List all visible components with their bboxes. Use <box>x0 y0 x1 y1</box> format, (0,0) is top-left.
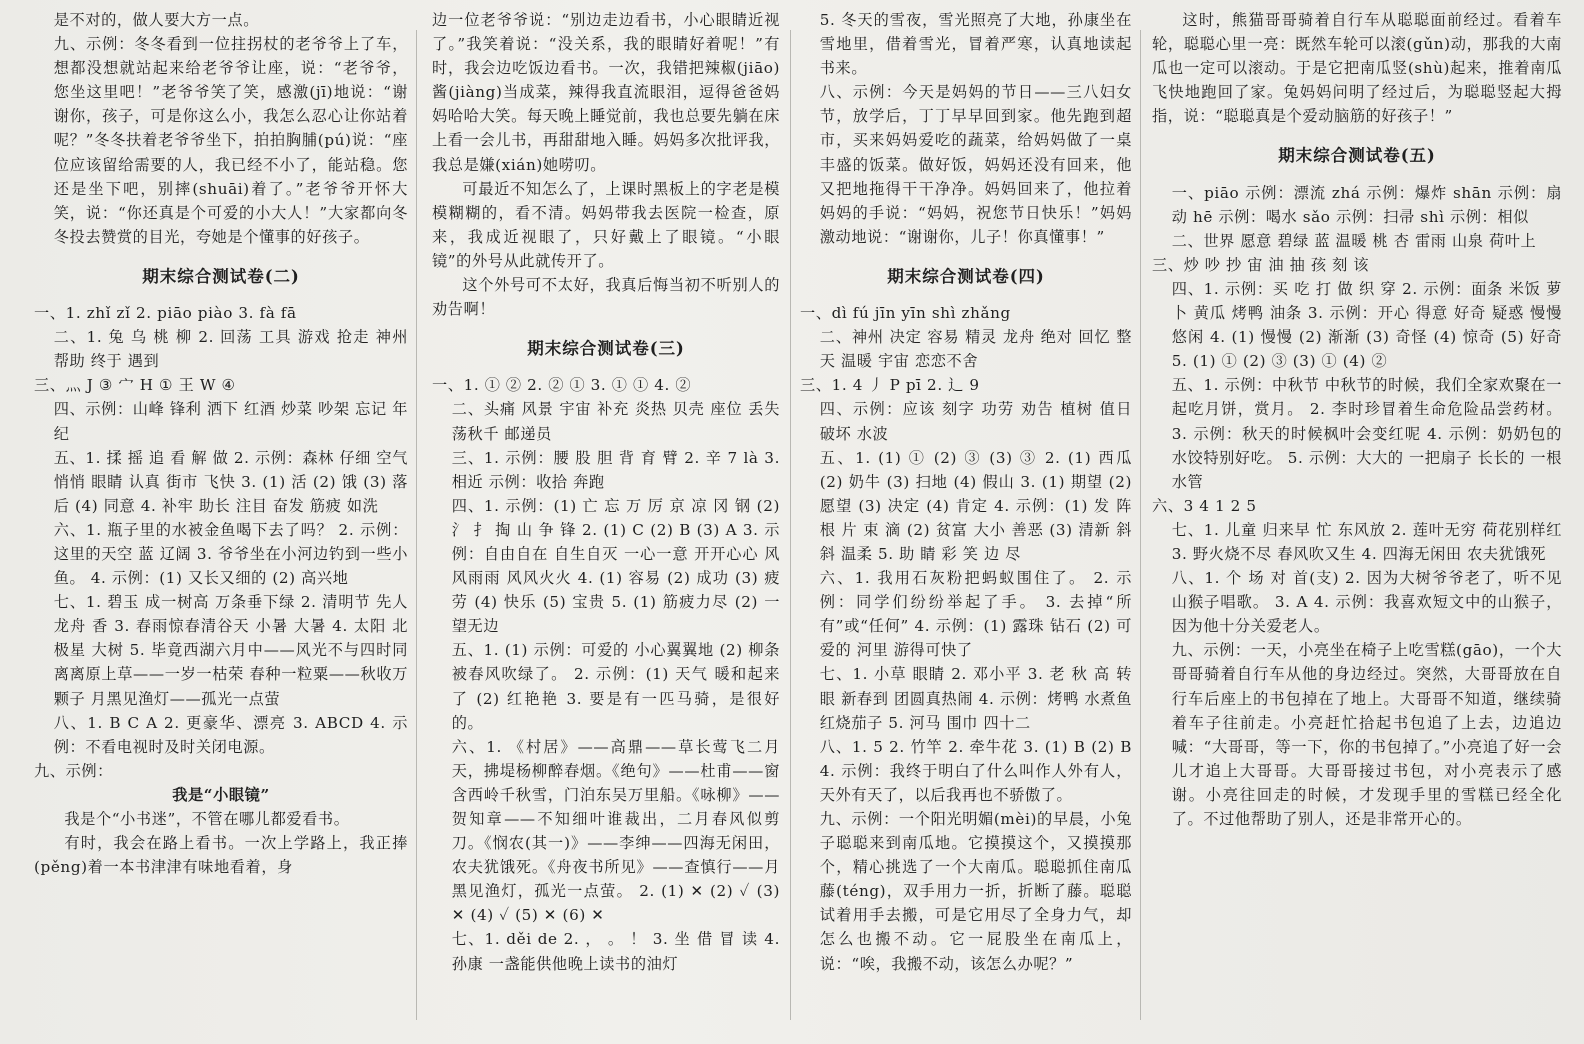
column-divider <box>416 30 417 1020</box>
answer-paragraph: 七、1. 小草 眼睛 2. 邓小平 3. 老 秋 高 转眼 新春到 团圆真热闹 4. 示例：烤鸭 水煮鱼 红烧茄子 5. 河马 围巾 四十二 <box>819 665 1132 732</box>
answer-paragraph: 五、1. (1) 示例：可爱的 小心翼翼地 (2) 柳条被春风吹绿了。 2. 示例：(1) 天气 暖和起来了 (2) 红艳艳 3. 要是有一匹马骑，是很好的。 <box>451 641 780 732</box>
answer-paragraph: 八、1. B C A 2. 更豪华、漂亮 3. ABCD 4. 示例：不看电视时及时关闭电源。 <box>53 713 408 756</box>
answer-paragraph: 六、1. 瓶子里的水被金鱼喝下去了吗？ 2. 示例：这里的天空 蓝 辽阔 3. 爷爷坐在小河边钓到一些小鱼。 4. 示例：(1) 又长又细的 (2) 高兴地 <box>53 520 408 588</box>
answer-paragraph: 六、3 4 1 2 5 <box>1152 496 1257 515</box>
answer-paragraph: 六、1. 《村居》——高鼎——草长莺飞二月天，拂堤杨柳醉春烟。《绝句》——杜甫——窗含西岭千秋雪，门泊东吴万里船。《咏柳》——贺知章——不知细叶谁裁出，二月春风似剪刀。《悯农(其一)》——李绅——四海无闲田，农夫犹饿死。《舟夜书所见》——查慎行——月黑见渔灯，孤光一点萤。 2. (1) ✕ (2) ✓ (3) ✕ (4) ✓ (5) ✕ (6) ✕ <box>451 737 780 925</box>
answer-paragraph: 三、灬 J ③ 宀 H ① 王 W ④ <box>34 376 236 395</box>
answer-paragraph: 五、1. 示例：中秋节 中秋节的时候，我们全家欢聚在一起吃月饼，赏月。 2. 李时珍冒着生命危险品尝药材。 3. 示例：秋天的时候枫叶会变红呢 4. 示例：奶奶包的水饺特别好吃。 5. 示例：大大的 一把扇子 长长的 一根水管 <box>1171 376 1562 491</box>
answer-paragraph: 一、1. ① ② 2. ② ① 3. ① ① 4. ② <box>432 376 692 395</box>
answer-paragraph: 四、1. 示例：买 吃 打 做 织 穿 2. 示例：面条 米饭 萝卜 黄瓜 烤鸭 油条 3. 示例：开心 得意 好奇 疑惑 慢慢 悠闲 4. (1) 慢慢 (2) 渐渐 (3) 奇怪 (4) 惊奇 (5) 好奇 5. (1) ① (2) ③ (3) ① (4) ② <box>1171 279 1562 371</box>
answer-paragraph: 二、世界 愿意 碧绿 蓝 温暖 桃 杏 雷雨 山泉 荷叶上 <box>1171 231 1537 250</box>
essay-paragraph: 我是个“小书迷”，不管在哪儿都爱看书。 <box>64 810 350 828</box>
column-1 <box>34 8 408 1038</box>
column-2 <box>432 8 780 1038</box>
column-divider <box>1140 30 1141 1020</box>
answer-paragraph: 一、dì fú jīn yīn shì zhǎng <box>800 304 1011 323</box>
answer-paragraph: 五、1. (1) ① (2) ③ (3) ③ 2. (1) 西瓜 (2) 奶牛 (3) 扫地 (4) 假山 3. (1) 期望 (2) 愿望 (3) 决定 (4) 肯定 4. 示例：(1) 发 阵 根 片 束 滴 (2) 贫富 大小 善恶 (3) 清新 斜斜 温柔 5. 助 睛 彩 笑 边 尽 <box>819 448 1132 563</box>
answer-paragraph: 六、1. 我用石灰粉把蚂蚁围住了。 2. 示例：同学们纷纷举起了手。 3. 去掉“所有”或“任何” 4. 示例：(1) 露珠 钻石 (2) 可爱的 河里 游得可快了 <box>819 569 1132 660</box>
answer-paragraph: 四、示例：山峰 锋利 洒下 红酒 炒菜 吵架 忘记 年纪 <box>53 400 408 443</box>
answer-paragraph: 九、示例：一个阳光明媚(mèi)的早晨，小兔子聪聪来到南瓜地。它摸摸这个，又摸摸那个，精心挑选了一个大南瓜。聪聪抓住南瓜藤(téng)，双手用力一折，折断了藤。聪聪试着用手去搬，可是它用尽了全身力气，却怎么也搬不动。它一屁股坐在南瓜上，说：“唉，我搬不动，该怎么办呢？” <box>819 810 1132 973</box>
answer-paragraph: 二、头痛 风景 宇宙 补充 炎热 贝壳 座位 丢失 荡秋千 邮递员 <box>451 400 780 443</box>
column-3 <box>800 8 1132 1038</box>
answer-paragraph: 一、1. zhǐ zǐ 2. piāo piào 3. fà fā <box>34 304 297 323</box>
essay-paragraph: 边一位老爷爷说：“别边走边看书，小心眼睛近视了。”我笑着说：“没关系，我的眼睛好着呢！”有时，我会边吃饭边看书。一次，我错把辣椒(jiāo)酱(jiàng)当成菜，辣得我直流眼泪，逗得爸爸妈妈哈哈大笑。每天晚上睡觉前，我也总要先躺在床上看一会儿书，再甜甜地入睡。妈妈多次批评我，我总是嫌(xián)她唠叨。 <box>432 11 780 174</box>
answer-paragraph: 八、1. 5 2. 竹竿 2. 牵牛花 3. (1) B (2) B 4. 示例：我终于明白了什么叫作人外有人，天外有天了，以后我再也不骄傲了。 <box>819 737 1132 804</box>
section-title: 期末综合测试卷(四) <box>887 266 1045 286</box>
answer-paragraph: 三、1. 4 丿 P pī 2. 辶 9 <box>800 376 980 395</box>
answer-paragraph: 三、1. 示例：腰 股 胆 背 育 臂 2. 辛 7 là 3. 相近 示例：收拾 奔跑 <box>451 448 780 491</box>
answer-paragraph: 是不对的，做人要大方一点。 <box>53 11 259 29</box>
answer-paragraph: 四、1. 示例：(1) 亡 忘 万 厉 京 凉 冈 钢 (2) 氵 扌 掏 山 争 锋 2. (1) C (2) B (3) A 3. 示例：自由自在 自生自灭 一心一意 开开心心 风风雨雨 风风火火 4. (1) 容易 (2) 成功 (3) 疲劳 (4) 快乐 (5) 宝贵 5. (1) 筋疲力尽 (2) 一望无边 <box>451 496 780 636</box>
answer-paragraph: 九、示例：冬冬看到一位拄拐杖的老爷爷上了车，想都没想就站起来给老爷爷让座，说：“老爷爷，您坐这里吧！”老爷爷笑了笑，感激(jī)地说：“谢谢你，孩子，可是你这么小，我怎么忍心让你站着呢？”冬冬扶着老爷爷坐下，拍拍胸脯(pú)说：“座位应该留给需要的人，我已经不小了，能站稳。您还是坐下吧，别摔(shuāi)着了。”老爷爷开怀大笑，说：“你还真是个可爱的小大人！”大家都向冬冬投去赞赏的目光，夸她是个懂事的好孩子。 <box>53 35 408 246</box>
answer-paragraph: 二、神州 决定 容易 精灵 龙舟 绝对 回忆 整天 温暖 宇宙 恋恋不舍 <box>819 328 1132 371</box>
answer-paragraph: 九、示例： <box>34 761 113 780</box>
section-title: 期末综合测试卷(三) <box>527 339 685 359</box>
answer-paragraph: 二、1. 兔 乌 桃 柳 2. 回荡 工具 游戏 抢走 神州 帮助 终于 遇到 <box>53 328 408 371</box>
answer-paragraph: 七、1. 儿童 归来早 忙 东风放 2. 莲叶无穷 荷花别样红 3. 野火烧不尽 春风吹又生 4. 四海无闲田 农夫犹饿死 <box>1171 520 1562 563</box>
answer-paragraph: 一、piāo 示例：漂流 zhá 示例：爆炸 shān 示例：扇动 hē 示例：喝水 sǎo 示例：扫帚 shì 示例：相似 <box>1171 183 1562 226</box>
essay-paragraph: 这个外号可不太好，我真后悔当初不听别人的劝告啊！ <box>432 276 780 319</box>
column-4 <box>1152 8 1562 1038</box>
section-title: 期末综合测试卷(二) <box>142 266 300 286</box>
answer-paragraph: 八、示例：今天是妈妈的节日——三八妇女节，放学后，丁丁早早回到家。他先跑到超市，买来妈妈爱吃的蔬菜，给妈妈做了一桌丰盛的饭菜。做好饭，妈妈还没有回来，他又把地拖得干干净净。妈妈回来了，他拉着妈妈的手说：“妈妈，祝您节日快乐！”妈妈激动地说：“谢谢你，儿子！你真懂事！” <box>819 83 1132 246</box>
essay-paragraph: 有时，我会在路上看书。一次上学路上，我正捧(pěng)着一本书津津有味地看着，身 <box>34 834 408 877</box>
answer-paragraph: 九、示例：一天，小亮坐在椅子上吃雪糕(gāo)，一个大哥哥骑着自行车从他的身边经过。突然，大哥哥放在自行车后座上的书包掉在了地上。大哥哥不知道，继续骑着车子往前走。小亮赶忙拾起书包追了上去，边追边喊：“大哥哥，等一下，你的书包掉了。”小亮追了好一会儿才追上大哥哥。大哥哥接过书包，对小亮表示了感谢。小亮往回走的时候，才发现手里的雪糕已经全化了。不过他帮助了别人，还是非常开心的。 <box>1171 641 1562 828</box>
answer-paragraph: 七、1. 碧玉 成一树高 万条垂下绿 2. 清明节 先人 龙舟 香 3. 春雨惊春清谷天 小暑 大暑 4. 太阳 北极星 大树 5. 毕竟西湖六月中——风光不与四时同 离离原上草——一岁一枯荣 春种一粒粟——秋收万颗子 月黑见渔灯——孤光一点萤 <box>53 593 408 708</box>
section-title: 期末综合测试卷(五) <box>1278 146 1436 166</box>
answer-paragraph: 八、1. 个 场 对 首(支) 2. 因为大树爷爷老了，听不见山猴子唱歌。 3. A 4. 示例：我喜欢短文中的山猴子，因为他十分关爱老人。 <box>1171 569 1562 636</box>
answer-paragraph: 三、炒 吵 抄 宙 油 抽 孩 刻 该 <box>1152 255 1370 274</box>
answer-paragraph: 四、示例：应该 刻字 功劳 劝告 植树 值日 破坏 水波 <box>819 400 1132 443</box>
answer-paragraph: 5. 冬天的雪夜，雪光照亮了大地，孙康坐在雪地里，借着雪光，冒着严寒，认真地读起书来。 <box>819 11 1132 78</box>
essay-paragraph: 可最近不知怎么了，上课时黑板上的字老是模模糊糊的，看不清。妈妈带我去医院一检查，原来，我成近视眼了，只好戴上了眼镜。“小眼镜”的外号从此就传开了。 <box>432 179 780 270</box>
essay-title: 我是“小眼镜” <box>172 785 270 804</box>
answer-paragraph: 七、1. děi de 2. ， 。 ！ 3. 坐 借 冒 读 4. 孙康 一盏能供他晚上读书的油灯 <box>451 930 780 973</box>
answer-paragraph: 五、1. 揉 摇 追 看 解 做 2. 示例：森林 仔细 空气 悄悄 眼睛 认真 街市 飞快 3. (1) 活 (2) 饿 (3) 落后 (4) 同意 4. 补牢 助长 注目 奋发 筋疲 如洗 <box>53 448 408 515</box>
essay-paragraph: 这时，熊猫哥哥骑着自行车从聪聪面前经过。看着车轮，聪聪心里一亮：既然车轮可以滚(gǔn)动，那我的大南瓜也一定可以滚动。于是它把南瓜竖(shù)起来，推着南瓜飞快地跑回了家。兔妈妈问明了经过后，为聪聪竖起大拇指，说：“聪聪真是个爱动脑筋的好孩子！” <box>1152 11 1562 126</box>
column-divider <box>790 30 791 1020</box>
